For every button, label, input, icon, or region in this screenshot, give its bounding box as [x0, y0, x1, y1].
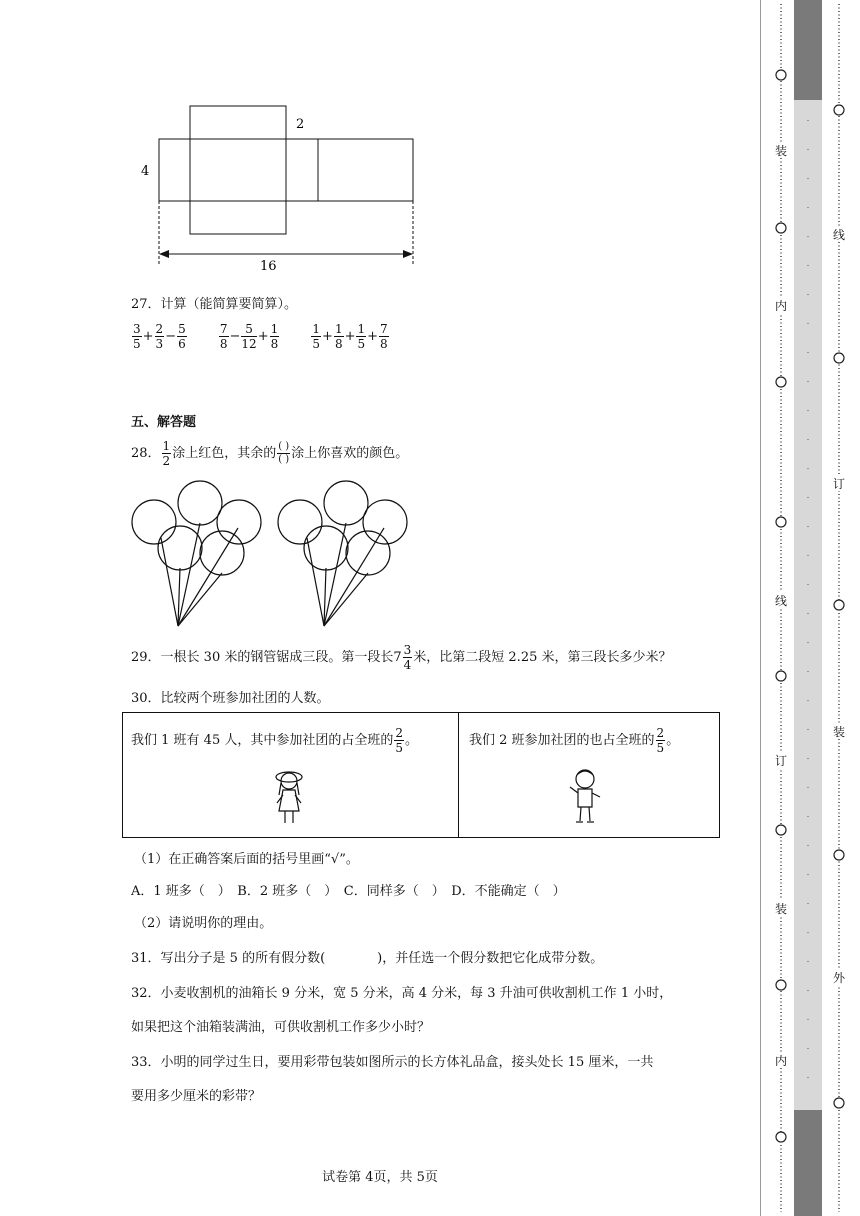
balloon-group-left	[132, 481, 261, 626]
q27-title: 27．计算（能简算要简算）。	[131, 297, 298, 312]
class1-statement: 我们 1 班有 45 人，其中参加社团的占全班的 $\frac{2}{5}$ 。	[131, 726, 418, 755]
box-net-figure	[130, 100, 430, 280]
margin-label-5: 装	[774, 902, 788, 916]
q33-line2: 要用多少厘米的彩带？	[131, 1089, 262, 1104]
q30-title: 30．比较两个班参加社团的人数。	[131, 691, 330, 706]
q30-sub1: （1）在正确答案后面的括号里画“√”。	[134, 852, 359, 867]
class2-statement: 我们 2 班参加社团的也占全班的 $\frac{2}{5}$ 。	[469, 726, 680, 755]
balloon-group-right	[278, 481, 407, 626]
q28-text: 28． $\frac{1}{2}$ 涂上红色，其余的 $\frac{( )}{( )}$ 涂上你喜欢的颜色。	[131, 439, 409, 468]
margin-label-4: 订	[774, 754, 788, 768]
length-label: 16	[260, 259, 277, 274]
q30-comparison-table	[122, 712, 720, 838]
margin-outer-label-2: 订	[832, 477, 846, 491]
margin-outer-label-3: 装	[832, 725, 846, 739]
margin-outer-label-1: 线	[832, 228, 846, 242]
q30-sub2: （2）请说明你的理由。	[134, 916, 273, 931]
class1-cell	[123, 713, 459, 837]
margin-label-3: 线	[774, 594, 788, 608]
q31-text: 31．写出分子是 5 的所有假分数( )，并任选一个假分数把它化成带分数。	[131, 951, 604, 966]
class2-cell	[459, 713, 719, 837]
girl-figure-icon	[271, 765, 307, 829]
q29-text: 29．一根长 30 米的钢管锯成三段。第一段长7 $\frac{3}{4}$ 米，比第二段短 2.25 米，第三段长多少米？	[131, 643, 672, 672]
binding-margin	[760, 0, 860, 1216]
margin-label-1: 装	[774, 144, 788, 158]
page-footer: 试卷第 4页，共 5页	[322, 1170, 438, 1185]
q27-expressions	[131, 323, 416, 350]
q32-line2: 如果把这个油箱装满油，可供收割机工作多少小时？	[131, 1020, 431, 1035]
q30-options: A．1 班多（ ） B．2 班多（ ） C．同样多（ ） D．不能确定（ ）	[131, 884, 566, 899]
margin-label-6: 内	[774, 1054, 788, 1068]
q27-expr-3: $\frac{1}{5}$ + $\frac{1}{8}$ + $\frac{1}{5}$ + $\frac{7}{8}$	[312, 322, 388, 351]
height-label: 4	[141, 164, 150, 179]
section-title: 五、解答题	[131, 415, 197, 430]
boy-figure-icon	[565, 767, 605, 827]
q27-expr-2: $\frac{7}{8}$ − $\frac{5}{12}$ + $\frac{1}{8}$	[219, 322, 279, 351]
q33-line1: 33．小明的同学过生日，要用彩带包装如图所示的长方体礼品盒，接头处长 15 厘米，一共	[131, 1055, 654, 1070]
balloons-figure	[128, 478, 418, 630]
margin-label-2: 内	[774, 299, 788, 313]
margin-outer-label-4: 外	[832, 971, 846, 985]
width-label: 2	[296, 117, 305, 132]
net-top-bottom-faces	[190, 106, 286, 234]
q27-expr-1: $\frac{3}{5}$ + $\frac{2}{3}$ − $\frac{5}{6}$	[133, 322, 186, 351]
q32-line1: 32．小麦收割机的油箱长 9 分米，宽 5 分米，高 4 分米，每 3 升油可供收割机工作 1 小时，	[131, 986, 673, 1001]
